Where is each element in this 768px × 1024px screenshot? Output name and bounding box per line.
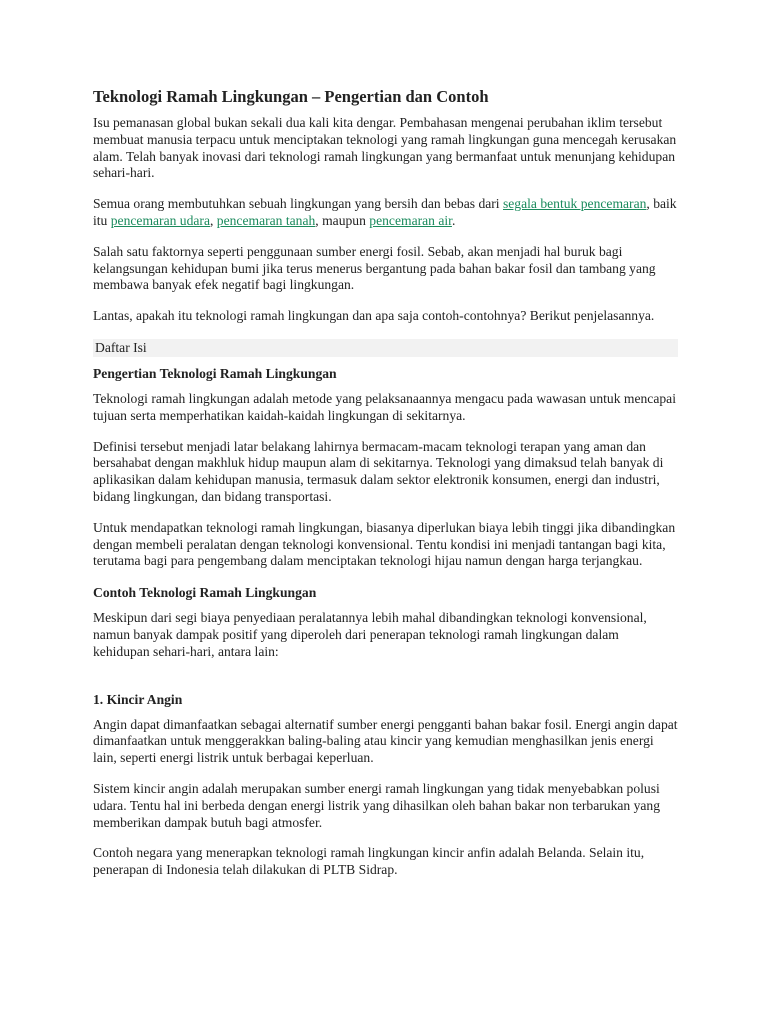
section-heading-kincir-angin: 1. Kincir Angin bbox=[93, 691, 183, 707]
link-segala-bentuk-pencemaran[interactable]: segala bentuk pencemaran bbox=[502, 196, 647, 212]
pollution-text-5: . bbox=[451, 212, 456, 228]
link-pencemaran-air[interactable]: pencemaran air bbox=[369, 212, 452, 228]
wind-system-paragraph: Sistem kincir angin adalah merupakan sumber energi ramah lingkungan yang tidak menyebabkan polusi udara. Tentu hal ini berbeda dengan energi listrik yang dihasilkan oleh bahan bakar non terbarukan yang memberikan dampak butuh bagi atmosfer. bbox=[93, 780, 661, 830]
definition-paragraph: Teknologi ramah lingkungan adalah metode yang pelaksanaannya mengacu pada wawasan untuk mencapai tujuan serta memperhatikan kaidah-kaidah lingkungan di sekitarnya. bbox=[93, 390, 676, 423]
intro-paragraph: Isu pemanasan global bukan sekali dua kali kita dengar. Pembahasan mengenai perubahan iklim tersebut membuat manusia terpacu untuk menciptakan teknologi yang ramah lingkungan guna mencegah kerusakan alam. Telah banyak inovasi dari teknologi ramah lingkungan yang bermanfaat untuk menunjang kehidupan sehari-hari. bbox=[93, 115, 677, 181]
article-title: Teknologi Ramah Lingkungan – Pengertian dan Contoh bbox=[93, 87, 489, 106]
table-of-contents-toggle[interactable]: Daftar Isi bbox=[93, 339, 678, 357]
section-heading-contoh: Contoh Teknologi Ramah Lingkungan bbox=[93, 585, 317, 601]
document-page bbox=[93, 86, 678, 893]
pollution-text-4: , maupun bbox=[315, 212, 370, 228]
link-pencemaran-udara[interactable]: pencemaran udara bbox=[110, 212, 210, 228]
pollution-paragraph bbox=[93, 196, 678, 230]
background-paragraph: Definisi tersebut menjadi latar belakang lahirnya bermacam-macam teknologi terapan yang aman dan bersahabat dengan makhluk hidup maupun alam di sekitarnya. Teknologi yang dimaksud telah banyak di aplikasikan dalam kehidupan manusia, termasuk dalam sektor elektronik konsumen, energi dan industri, bidang lingkungan, dan bidang transportasi. bbox=[93, 438, 664, 504]
fossil-fuel-paragraph: Salah satu faktornya seperti penggunaan sumber energi fosil. Sebab, akan menjadi hal buruk bagi kelangsungan kehidupan bumi jika terus menerus bergantung pada bahan bakar fosil dan tambang yang membawa banyak efek negatif bagi lingkungan. bbox=[93, 243, 656, 293]
examples-intro-paragraph: Meskipun dari segi biaya penyediaan peralatannya lebih mahal dibandingkan teknologi konvensional, namun banyak dampak positif yang diperoleh dari penerapan teknologi ramah lingkungan dalam kehidupan sehari-hari, antara lain: bbox=[93, 610, 647, 659]
pollution-text-2: , baik itu bbox=[93, 196, 677, 228]
wind-example-paragraph: Contoh negara yang menerapkan teknologi ramah lingkungan kincir anfin adalah Belanda. Selain itu, penerapan di Indonesia telah dilakukan di PLTB Sidrap. bbox=[93, 845, 645, 878]
link-pencemaran-tanah[interactable]: pencemaran tanah bbox=[216, 212, 316, 228]
question-paragraph: Lantas, apakah itu teknologi ramah lingkungan dan apa saja contoh-contohnya? Berikut penjelasannya. bbox=[93, 308, 655, 324]
pollution-text-1: Semua orang membutuhkan sebuah lingkungan yang bersih dan bebas dari bbox=[93, 196, 503, 212]
wind-energy-paragraph: Angin dapat dimanfaatkan sebagai alternatif sumber energi pengganti bahan bakar fosil. Energi angin dapat dimanfaatkan untuk menggerakkan baling-baling atau kincir yang kemudian menghasilkan jenis energi lain, seperti energi listrik untuk berbagai keperluan. bbox=[93, 716, 678, 766]
pollution-text-3: , bbox=[210, 212, 217, 228]
cost-paragraph: Untuk mendapatkan teknologi ramah lingkungan, biasanya diperlukan biaya lebih tinggi jika dibandingkan dengan membeli peralatan dengan teknologi konvensional. Tentu kondisi ini menjadi tantangan bagi kita, terutama bagi para pengembang dalam menciptakan teknologi hijau namun dengan harga terjangkau. bbox=[93, 519, 676, 569]
section-heading-pengertian: Pengertian Teknologi Ramah Lingkungan bbox=[93, 365, 337, 381]
